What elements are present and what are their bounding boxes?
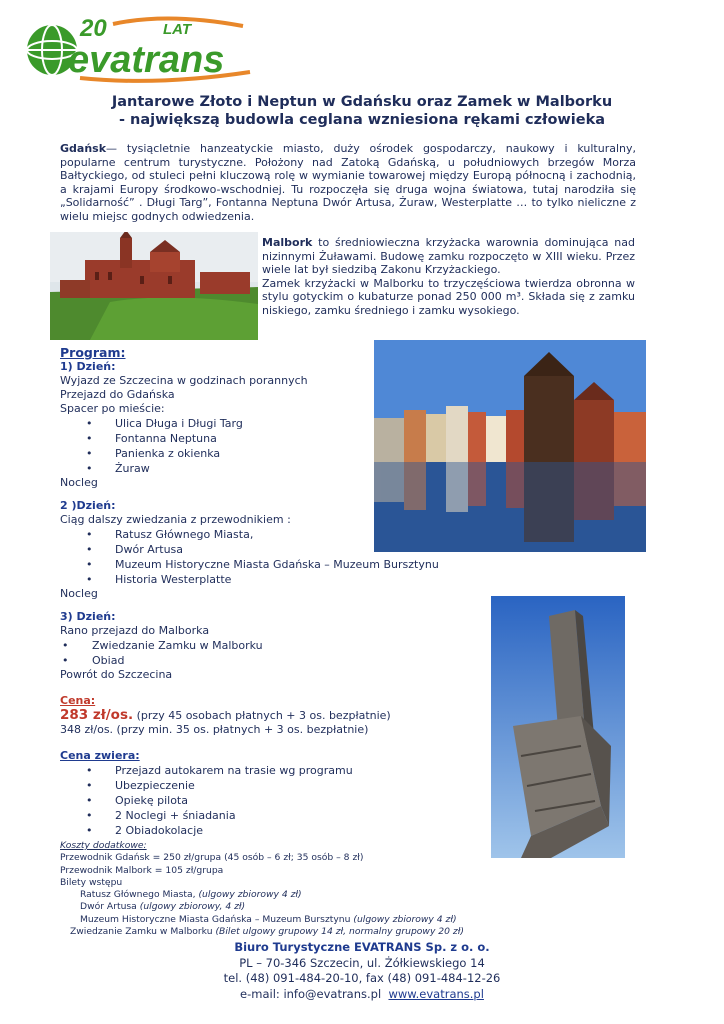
list-item: • Muzeum Historyczne Miasta Gdańska – Muzeum Bursztynu (60, 557, 380, 572)
ticket-price: (Bilet ulgowy grupowy 14 zł, normalny grupowy 20 zł) (215, 926, 464, 938)
list-item: • Żuraw (60, 461, 380, 476)
day3-line: Rano przejazd do Malborka (60, 624, 210, 637)
day1-line: Spacer po mieście: (60, 402, 165, 415)
footer-address: PL – 70-346 Szczecin, ul. Żółkiewskiego 14 (239, 955, 485, 970)
price-main-note: (przy 45 osobach płatnych + 3 os. bezpłatnie) (133, 709, 391, 722)
malbork-castle-photo (50, 232, 258, 340)
costs-line: Przewodnik Gdańsk = 250 zł/grupa (45 osób – 6 zł; 35 osób – 8 zł) (60, 852, 364, 864)
list-item: • Ulica Długa i Długi Targ (60, 416, 380, 431)
evatrans-logo (18, 10, 258, 85)
program-section (60, 345, 439, 838)
costs-line: Przewodnik Malbork = 105 zł/grupa (60, 864, 224, 876)
svg-text:20: 20 (80, 15, 107, 42)
footer (0, 940, 724, 1002)
day3-list (60, 638, 380, 668)
day1-list (60, 416, 380, 476)
ticket-price: (ulgowy zbiorowy 4 zł) (198, 889, 302, 901)
program-heading: Program: (60, 345, 126, 360)
day2-line: Ciąg dalszy zwiedzania z przewodnikiem : (60, 513, 291, 526)
list-item: • Zwiedzanie Zamku w Malborku (60, 638, 380, 653)
ticket-row (60, 901, 500, 913)
malbork-name: Malbork (262, 236, 313, 249)
list-item: • 2 Noclegi + śniadania (60, 808, 380, 823)
costs-line: Bilety wstępu (60, 876, 123, 888)
ticket-name: Ratusz Głównego Miasta, (80, 889, 199, 901)
includes-list (60, 763, 380, 838)
list-item: • Obiad (60, 653, 380, 668)
price-main: 283 zł/os. (60, 707, 134, 723)
page-title (0, 93, 724, 129)
malbork-description (262, 236, 635, 318)
ticket-price: (ulgowy zbiorowy, 4 zł) (139, 901, 246, 913)
svg-text:evatrans: evatrans (68, 39, 225, 81)
gdansk-description (60, 142, 636, 224)
gdansk-crane-photo (374, 340, 646, 552)
day2-list (60, 527, 439, 587)
list-item: • Fontanna Neptuna (60, 431, 380, 446)
ticket-name: Muzeum Historyczne Miasta Gdańska – Muzeum Bursztynu (80, 913, 354, 925)
day1-line: Wyjazd ze Szczecina w godzinach porannych (60, 374, 308, 387)
ticket-row (60, 926, 500, 938)
price-main-line (60, 707, 391, 723)
footer-company: Biuro Turystyczne EVATRANS Sp. z o. o. (234, 940, 490, 954)
day2-end: Nocleg (60, 587, 98, 600)
additional-costs (60, 840, 500, 938)
ticket-name: Zwiedzanie Zamku w Malborku (70, 926, 216, 938)
westerplatte-monument-photo (491, 596, 625, 858)
footer-contact (0, 987, 724, 1003)
footer-phone: tel. (48) 091-484-20-10, fax (48) 091-484-12-26 (223, 971, 501, 985)
website-link[interactable]: www.evatrans.pl (388, 986, 484, 1001)
includes-heading: Cena zwiera: (60, 749, 140, 762)
gdansk-text: — tysiącletnie hanzeatyckie miasto, duży ośrodek gospodarczy, naukowy i kulturalny, popularne centrum turystyczne. Położony nad Zatoką Gdańską, u południowych brzegów Morza Bałtyckiego, od stuleci pełni kluczową rolę w wymianie towarowej między Europą północną i zachodnią, a krajami Europy środkowo-wschodniej. Tu rozpoczęła się druga wojna światowa, tutaj narodziła się „Solidarność” . Długi Targ”, Fontanna Neptuna Dwór Artusa, Żuraw, Westerplatte … to tylko nieliczne z wielu miejsc godnych odwiedzenia. (60, 142, 636, 223)
day2-title: 2 )Dzień: (60, 499, 116, 512)
list-item: • Przejazd autokarem na trasie wg programu (60, 763, 380, 778)
title-line-1: Jantarowe Złoto i Neptun w Gdańsku oraz Zamek w Malborku (111, 94, 613, 110)
list-item: • Historia Westerplatte (60, 572, 380, 587)
malbork-text-1: to średniowieczna krzyżacka warownia dominująca nad nizinnymi Żuławami. Budowę zamku rozpoczęto w XIII wieku. Przez wiele lat był siedzibą Zakonu Krzyżackiego. (262, 236, 635, 277)
list-item: • 2 Obiadokolacje (60, 823, 380, 838)
price-alt: 348 zł/os. (przy min. 35 os. płatnych + 3 os. bezpłatnie) (60, 723, 369, 736)
footer-email: e-mail: info@evatrans.pl (240, 986, 382, 1001)
list-item: • Ubezpieczenie (60, 778, 380, 793)
malbork-text-2: Zamek krzyżacki w Malborku to trzyczęściowa twierdza obronna w stylu gotyckim o kubaturze ponad 250 000 m³. Składa się z zamku niskiego, zamku średniego i zamku wysokiego. (262, 276, 635, 317)
list-item: • Dwór Artusa (60, 542, 380, 557)
ticket-price: (ulgowy zbiorowy 4 zł) (353, 913, 457, 925)
list-item: • Panienka z okienka (60, 446, 380, 461)
costs-heading: Koszty dodatkowe: (60, 840, 147, 851)
day1-line: Przejazd do Gdańska (60, 388, 175, 401)
ticket-name: Dwór Artusa (80, 901, 140, 913)
gdansk-name: Gdańsk (60, 142, 107, 155)
ticket-row (60, 889, 500, 901)
ticket-row (60, 914, 500, 926)
day3-title: 3) Dzień: (60, 610, 116, 623)
list-item: • Ratusz Głównego Miasta, (60, 527, 380, 542)
price-heading: Cena: (60, 694, 96, 707)
svg-text:LAT: LAT (163, 21, 192, 38)
list-item: • Opiekę pilota (60, 793, 380, 808)
day1-end: Nocleg (60, 476, 98, 489)
day3-end: Powrót do Szczecina (60, 668, 173, 681)
day1-title: 1) Dzień: (60, 360, 116, 373)
title-line-2: - największą budowla ceglana wzniesiona rękami człowieka (118, 112, 606, 128)
